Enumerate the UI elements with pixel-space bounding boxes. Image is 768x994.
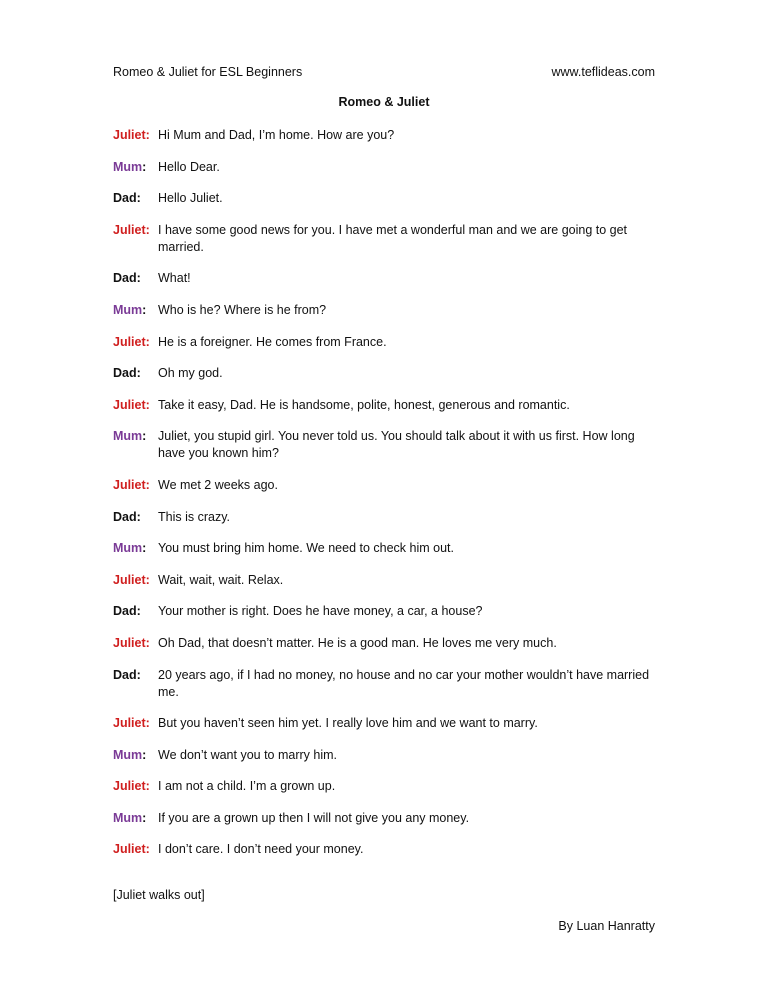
dialogue-line — [113, 810, 658, 827]
dialogue-line — [113, 477, 658, 494]
speaker-name: Juliet — [113, 477, 146, 492]
speaker-name: Juliet — [113, 334, 146, 349]
speech-text: Wait, wait, wait. Relax. — [158, 572, 284, 587]
speaker-label: Dad: — [113, 191, 141, 206]
speech-text: We don’t want you to marry him. — [158, 747, 338, 762]
dialogue-line — [113, 397, 658, 414]
header-website: www.teflideas.com — [551, 65, 655, 79]
dialogue-line — [113, 667, 658, 701]
speech-text: We met 2 weeks ago. — [158, 477, 278, 492]
dialogue-line — [113, 509, 658, 526]
dialogue-line — [113, 747, 658, 764]
speaker-label: Dad: — [113, 271, 141, 286]
speaker-name: Dad — [113, 509, 137, 524]
speaker-name: Juliet — [113, 842, 146, 857]
dialogue-line — [113, 778, 658, 795]
dialogue-line — [113, 715, 658, 732]
speech-text: I have some good news for you. I have met a wonderful man and we are going to get married. — [158, 222, 628, 254]
speech-text: Hello Dear. — [158, 159, 220, 174]
speaker-label: Dad: — [113, 604, 141, 619]
dialogue-line — [113, 334, 658, 351]
dialogue-line — [113, 635, 658, 652]
speech-text: Who is he? Where is he from? — [158, 302, 327, 317]
dialogue-line — [113, 190, 658, 207]
dialogue-line — [113, 302, 658, 319]
dialogue-line — [113, 365, 658, 382]
speech-text: Take it easy, Dad. He is handsome, polite, honest, generous and romantic. — [158, 397, 570, 412]
dialogue-line — [113, 603, 658, 620]
speaker-label: Mum: — [113, 159, 147, 174]
speaker-name: Dad — [113, 271, 137, 286]
speaker-name: Dad — [113, 604, 137, 619]
speaker-name: Mum — [113, 429, 143, 444]
speaker-label: Juliet: — [113, 334, 150, 349]
speech-text: What! — [158, 271, 191, 286]
dialogue-line — [113, 159, 658, 176]
speaker-label: Mum: — [113, 541, 147, 556]
dialogue-line — [113, 572, 658, 589]
speech-text: I don’t care. I don’t need your money. — [158, 842, 364, 857]
speaker-name: Dad — [113, 191, 137, 206]
speaker-label: Juliet: — [113, 397, 150, 412]
speech-text: If you are a grown up then I will not give you any money. — [158, 810, 470, 825]
speaker-label: Juliet: — [113, 716, 150, 731]
speech-text: Your mother is right. Does he have money, a car, a house? — [158, 604, 483, 619]
speaker-label: Dad: — [113, 366, 141, 381]
speaker-name: Dad — [113, 366, 137, 381]
speaker-name: Mum — [113, 810, 143, 825]
speaker-label: Juliet: — [113, 477, 150, 492]
speaker-name: Mum — [113, 747, 143, 762]
speaker-label: Dad: — [113, 667, 141, 682]
speaker-label: Juliet: — [113, 222, 150, 237]
speaker-label: Mum: — [113, 810, 147, 825]
dialogue-line — [113, 222, 658, 256]
speaker-name: Juliet — [113, 635, 146, 650]
dialogue-line — [113, 270, 658, 287]
speaker-name: Juliet — [113, 716, 146, 731]
speech-text: You must bring him home. We need to check him out. — [158, 541, 454, 556]
speech-text: This is crazy. — [158, 509, 230, 524]
dialogue-list — [113, 127, 658, 873]
speaker-label: Juliet: — [113, 572, 150, 587]
speaker-label: Mum: — [113, 302, 147, 317]
speaker-name: Juliet — [113, 128, 146, 142]
page-title: Romeo & Juliet — [338, 95, 430, 109]
speech-text: He is a foreigner. He comes from France. — [158, 334, 387, 349]
author-credit: By Luan Hanratty — [558, 919, 655, 933]
speaker-label: Juliet: — [113, 635, 150, 650]
speaker-label: Juliet: — [113, 128, 150, 142]
speaker-name: Mum — [113, 541, 143, 556]
speaker-name: Mum — [113, 302, 143, 317]
speaker-name: Dad — [113, 667, 137, 682]
speaker-name: Juliet — [113, 779, 146, 794]
header-title: Romeo & Juliet for ESL Beginners — [113, 65, 303, 79]
dialogue-line — [113, 127, 658, 144]
speaker-label: Juliet: — [113, 779, 150, 794]
speech-text: Oh Dad, that doesn’t matter. He is a good man. He loves me very much. — [158, 635, 557, 650]
speech-text: Hello Juliet. — [158, 191, 223, 206]
speech-text: But you haven’t seen him yet. I really love him and we want to marry. — [158, 716, 538, 731]
speaker-label: Juliet: — [113, 842, 150, 857]
speech-text: Hi Mum and Dad, I’m home. How are you? — [158, 128, 395, 142]
speaker-name: Juliet — [113, 222, 146, 237]
speech-text: Juliet, you stupid girl. You never told us. You should talk about it with us first. How long have you known him? — [158, 429, 635, 461]
speech-text: Oh my god. — [158, 366, 223, 381]
speaker-name: Juliet — [113, 397, 146, 412]
dialogue-line — [113, 841, 658, 858]
dialogue-line — [113, 428, 658, 462]
dialogue-line — [113, 540, 658, 557]
speech-text: I am not a child. I’m a grown up. — [158, 779, 336, 794]
speaker-label: Dad: — [113, 509, 141, 524]
speaker-name: Juliet — [113, 572, 146, 587]
stage-direction: [Juliet walks out] — [113, 888, 205, 902]
speech-text: 20 years ago, if I had no money, no house and no car your mother wouldn’t have married me. — [158, 667, 650, 699]
speaker-name: Mum — [113, 159, 143, 174]
speaker-label: Mum: — [113, 747, 147, 762]
speaker-label: Mum: — [113, 429, 147, 444]
